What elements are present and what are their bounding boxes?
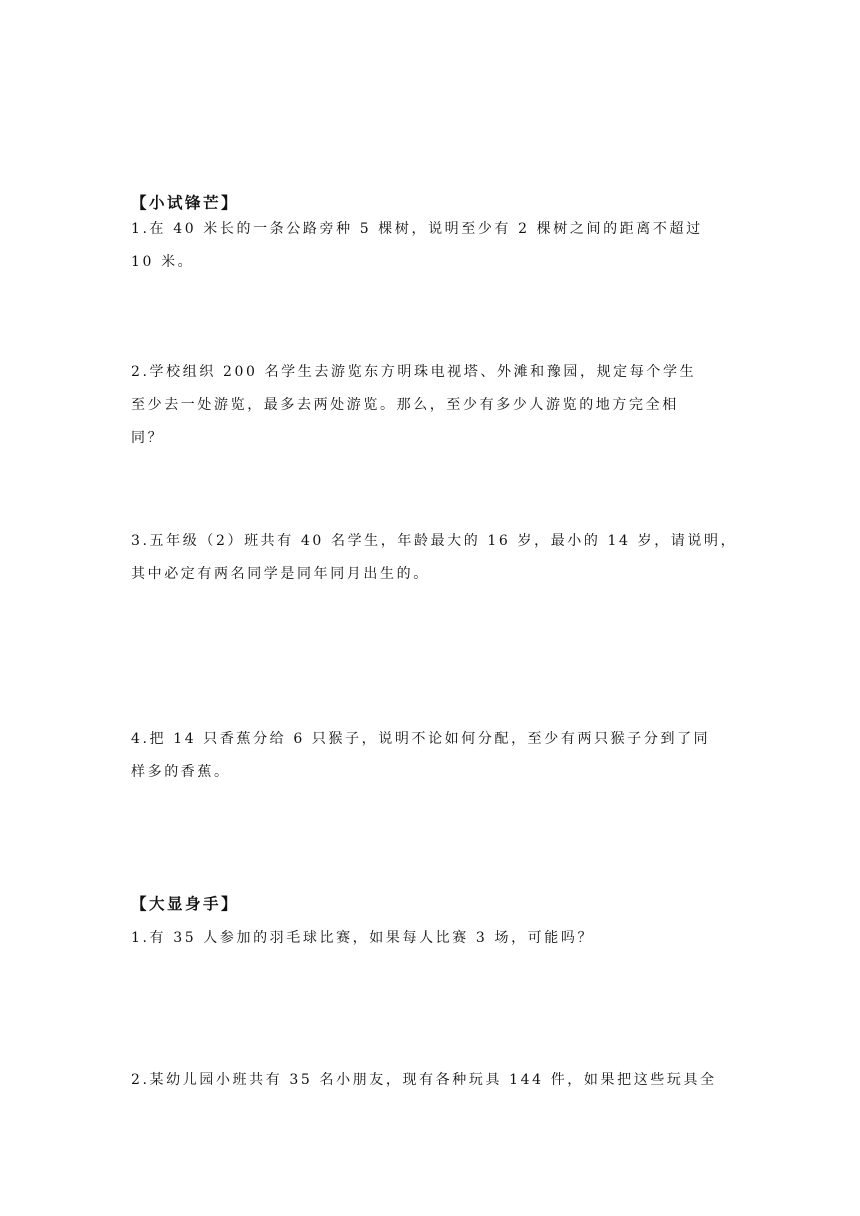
problem-line: 2.学校组织 200 名学生去游览东方明珠电视塔、外滩和豫园，规定每个学生	[131, 364, 697, 380]
problem-2-2	[131, 1070, 731, 1103]
problem-line: 样多的香蕉。	[131, 764, 231, 780]
problem-line: 10 米。	[131, 254, 195, 270]
problem-1-4	[131, 729, 731, 795]
problem-line: 2.某幼儿园小班共有 35 名小朋友，现有各种玩具 144 件，如果把这些玩具全	[131, 1072, 717, 1088]
section-heading-2: 【大显身手】	[131, 895, 240, 913]
problem-line: 1.有 35 人参加的羽毛球比赛，如果每人比赛 3 场，可能吗？	[131, 930, 595, 946]
problem-line: 1.在 40 米长的一条公路旁种 5 棵树，说明至少有 2 棵树之间的距离不超过	[131, 221, 703, 237]
problem-line: 同？	[131, 430, 165, 446]
problem-line: 4.把 14 只香蕉分给 6 只猴子，说明不论如何分配，至少有两只猴子分到了同	[131, 731, 711, 747]
problem-line: 其中必定有两名同学是同年同月出生的。	[131, 566, 430, 582]
problem-2-1	[131, 928, 731, 961]
problem-line: 3.五年级（2）班共有 40 名学生，年龄最大的 16 岁，最小的 14 岁，请说明，	[131, 533, 738, 549]
problem-1-2	[131, 362, 731, 461]
problem-1-1	[131, 219, 731, 285]
problem-line: 至少去一处游览，最多去两处游览。那么，至少有多少人游览的地方完全相	[131, 397, 679, 413]
section-heading-1: 【小试锋芒】	[131, 194, 240, 212]
problem-1-3	[131, 531, 738, 597]
